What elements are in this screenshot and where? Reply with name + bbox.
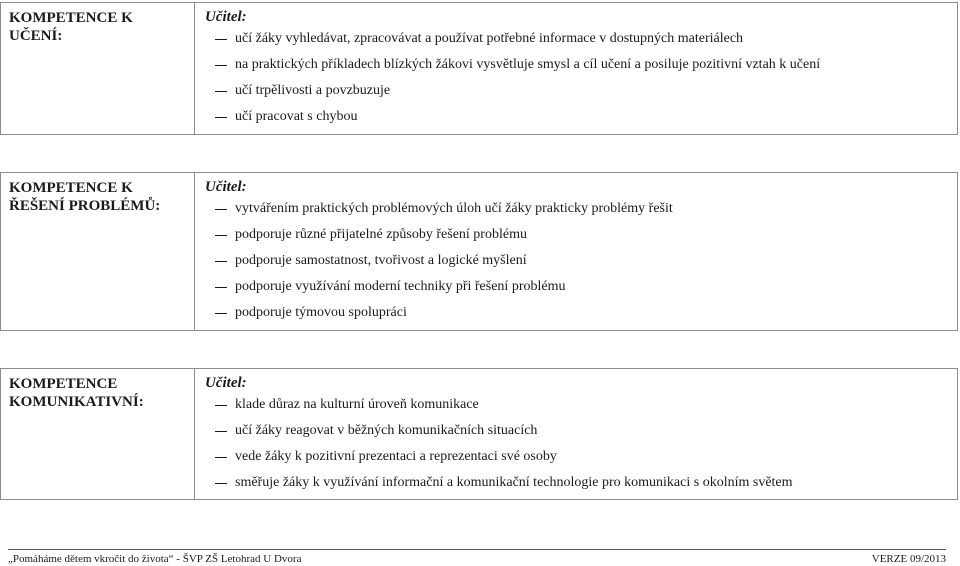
competence-list	[205, 26, 957, 130]
list-item: učí trpělivosti a povzbuzuje	[205, 78, 957, 104]
dash-bullet-icon	[215, 287, 227, 288]
section-content	[197, 369, 957, 499]
footer-document-title: „Pomáháme dětem vkročit do života“ - ŠVP ZŠ Letohrad U Dvora	[8, 553, 302, 565]
dash-bullet-icon	[215, 91, 227, 92]
list-item: podporuje samostatnost, tvořivost a logické myšlení	[205, 248, 957, 274]
teacher-heading: Učitel:	[205, 179, 247, 195]
list-item: učí pracovat s chybou	[205, 104, 957, 130]
list-item: učí žáky vyhledávat, zpracovávat a používat potřebné informace v dostupných materiálech	[205, 26, 957, 52]
dash-bullet-icon	[215, 431, 227, 432]
page-footer	[8, 549, 946, 564]
section-label: KOMPETENCE K UČENÍ:	[1, 3, 195, 134]
dash-bullet-icon	[215, 405, 227, 406]
list-item: podporuje týmovou spolupráci	[205, 300, 957, 326]
dash-bullet-icon	[215, 235, 227, 236]
teacher-heading: Učitel:	[205, 375, 247, 391]
dash-bullet-icon	[215, 313, 227, 314]
dash-bullet-icon	[215, 209, 227, 210]
competence-list	[205, 196, 957, 326]
section-content	[197, 173, 957, 330]
dash-bullet-icon	[215, 261, 227, 262]
list-item: podporuje různé přijatelné způsoby řešení problému	[205, 222, 957, 248]
list-item: učí žáky reagovat v běžných komunikačních situacích	[205, 418, 957, 444]
section-content	[197, 3, 957, 134]
section-problem-solving	[0, 172, 958, 331]
dash-bullet-icon	[215, 65, 227, 66]
section-label: KOMPETENCE K ŘEŠENÍ PROBLÉMŮ:	[1, 173, 195, 330]
section-label: KOMPETENCE KOMUNIKATIVNÍ:	[1, 369, 195, 499]
list-item: na praktických příkladech blízkých žákovi vysvětluje smysl a cíl učení a posiluje pozitivní vztah k učení	[205, 52, 957, 78]
footer-version: VERZE 09/2013	[871, 553, 946, 565]
list-item: klade důraz na kulturní úroveň komunikace	[205, 392, 957, 418]
list-item: vede žáky k pozitivní prezentaci a reprezentaci své osoby	[205, 444, 957, 470]
list-item: podporuje využívání moderní techniky při řešení problému	[205, 274, 957, 300]
competence-list	[205, 392, 957, 496]
section-communication	[0, 368, 958, 500]
list-item: vytvářením praktických problémových úloh učí žáky prakticky problémy řešit	[205, 196, 957, 222]
dash-bullet-icon	[215, 457, 227, 458]
list-item: směřuje žáky k využívání informační a komunikační technologie pro komunikaci s okolním světem	[205, 470, 957, 496]
dash-bullet-icon	[215, 483, 227, 484]
dash-bullet-icon	[215, 117, 227, 118]
section-learning	[0, 2, 958, 135]
dash-bullet-icon	[215, 39, 227, 40]
teacher-heading: Učitel:	[205, 9, 247, 25]
